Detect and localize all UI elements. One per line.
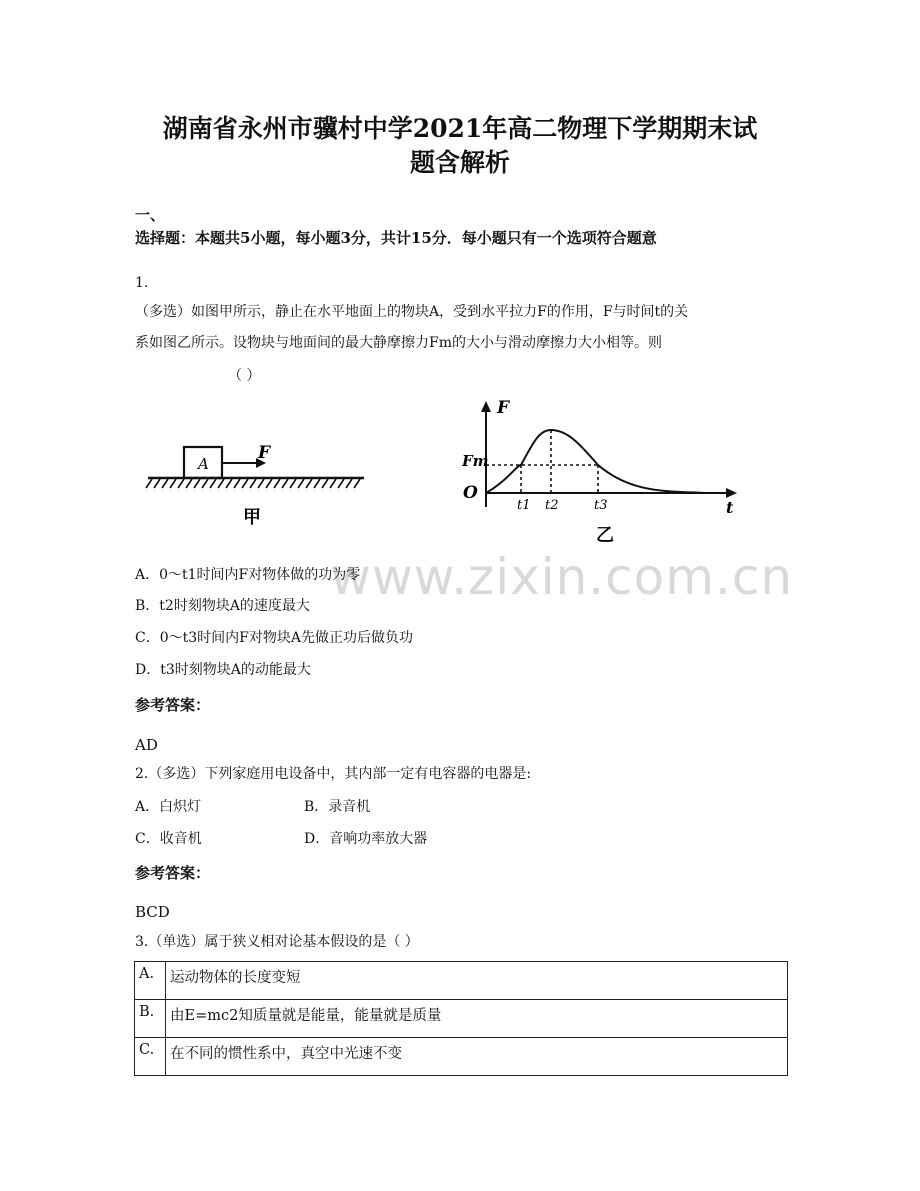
q1-option-c: C．0～t3时间内F对物块A先做正功后做负功 bbox=[135, 630, 413, 646]
q3-row-b-text: 由E=mc2知质量就是能量，能量就是质量 bbox=[166, 1000, 788, 1038]
q2-option-c: C．收音机 bbox=[135, 831, 202, 847]
q2-answer: BCD bbox=[135, 903, 170, 921]
t1-label: t1 bbox=[517, 498, 531, 513]
force-label: F bbox=[258, 443, 271, 463]
q2-stem: 2.（多选）下列家庭用电设备中，其内部一定有电容器的电器是: bbox=[135, 766, 532, 782]
table-row bbox=[135, 1000, 788, 1038]
section-number: 一、 bbox=[135, 206, 166, 224]
q3-stem: 3.（单选）属于狭义相对论基本假设的是（ ） bbox=[135, 934, 419, 950]
origin-label: O bbox=[463, 483, 478, 503]
y-axis-label: F bbox=[497, 398, 510, 418]
q1-option-a: A．0～t1时间内F对物体做的功为零 bbox=[135, 567, 361, 583]
guide-lines bbox=[486, 430, 598, 493]
watermark: www.zixin.com.cn bbox=[330, 548, 794, 606]
q1-answer-paren: （ ） bbox=[228, 368, 261, 384]
fm-label: Fm bbox=[462, 452, 489, 470]
table-row bbox=[135, 962, 788, 1000]
q2-answer-label: 参考答案： bbox=[135, 864, 211, 882]
q1-stem-line2: 系如图乙所示。设物块与地面间的最大静摩擦力Fm的大小与滑动摩擦力大小相等。则 bbox=[135, 335, 662, 351]
figure-jia-caption: 甲 bbox=[243, 507, 261, 528]
q2-option-d: D．音响功率放大器 bbox=[304, 831, 428, 847]
q1-stem-line1: （多选）如图甲所示，静止在水平地面上的物块A，受到水平拉力F的作用，F与时间t的关 bbox=[135, 304, 689, 320]
t2-label: t2 bbox=[545, 498, 559, 513]
figure-yi bbox=[455, 395, 755, 550]
page-title-line1: 湖南省永州市骥村中学2021年高二物理下学期期末试 bbox=[162, 114, 758, 143]
figure-yi-caption: 乙 bbox=[596, 525, 614, 546]
q1-number: 1. bbox=[135, 275, 149, 291]
table-row bbox=[135, 1038, 788, 1076]
x-axis-label: t bbox=[726, 498, 734, 517]
t3-label: t3 bbox=[594, 498, 608, 513]
q2-option-a: A．白炽灯 bbox=[135, 799, 202, 815]
q3-row-c-letter: C. bbox=[135, 1038, 166, 1076]
figure-jia bbox=[140, 430, 370, 530]
q1-option-b: B．t2时刻物块A的速度最大 bbox=[135, 598, 310, 614]
q3-row-b-letter: B. bbox=[135, 1000, 166, 1038]
page-title-line2: 题含解析 bbox=[409, 148, 510, 177]
q3-row-c-text: 在不同的惯性系中，真空中光速不变 bbox=[166, 1038, 788, 1076]
q3-options-table bbox=[134, 961, 788, 1076]
force-curve bbox=[486, 430, 705, 493]
q3-row-a-text: 运动物体的长度变短 bbox=[166, 962, 788, 1000]
q3-row-a-letter: A. bbox=[135, 962, 166, 1000]
q1-option-d: D．t3时刻物块A的动能最大 bbox=[135, 662, 311, 678]
q1-answer: AD bbox=[135, 736, 158, 754]
ground-hatch bbox=[146, 479, 360, 488]
q1-answer-label: 参考答案： bbox=[135, 696, 211, 714]
x-axis-arrowhead bbox=[726, 488, 737, 498]
y-axis-arrowhead bbox=[481, 401, 491, 412]
block-a-label: A bbox=[198, 455, 209, 473]
q2-option-b: B．录音机 bbox=[304, 799, 371, 815]
section-header: 选择题：本题共5小题，每小题3分，共计15分．每小题只有一个选项符合题意 bbox=[135, 229, 657, 247]
